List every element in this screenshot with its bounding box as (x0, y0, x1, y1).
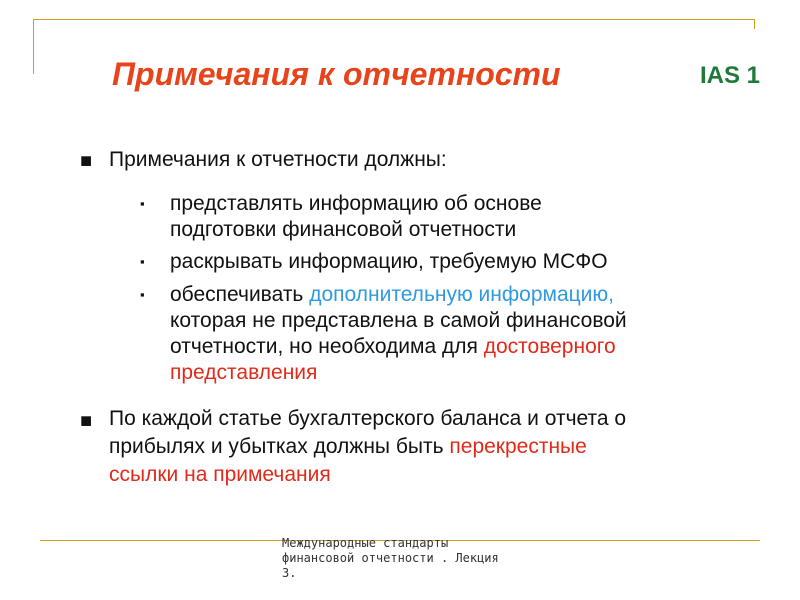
footer-line2: финансовой отчетности . Лекция (282, 551, 499, 565)
slide-title: Примечания к отчетности (112, 56, 561, 92)
sub1-line2: подготовки финансовой отчетности (170, 218, 517, 241)
sub-bullet-marker: ▪ (140, 196, 145, 211)
bullet2-line3: ссылки на примечания (109, 463, 331, 486)
bullet2-line2-highlight: перекрестные (449, 435, 587, 458)
sub-bullet-marker: ▪ (140, 287, 145, 302)
sub1-line1: представлять информацию об основе (170, 192, 542, 215)
bullet2-line2 (109, 433, 587, 461)
sub3-line1-highlight: дополнительную информацию, (309, 283, 614, 306)
footer-text (282, 536, 542, 581)
footer-line3: 3. (282, 566, 297, 580)
bullet1-text: Примечания к отчетности должны: (109, 148, 447, 171)
sub3-line3-part1: отчетности, но необходима для (170, 335, 484, 358)
sub3-line1-part1: обеспечивать (170, 283, 310, 306)
sub2-line1: раскрывать информацию, требуемую МСФО (170, 250, 608, 273)
sub3-line4: представления (170, 361, 318, 384)
standard-tag: IAS 1 (700, 62, 761, 89)
frame-left-line (33, 19, 34, 74)
sub3-line1 (170, 282, 614, 308)
sub3-line2: которая не представлена в самой финансовой (170, 309, 627, 332)
bullet-marker: ■ (80, 410, 93, 432)
frame-right-line (754, 19, 755, 29)
sub-bullet-marker: ▪ (140, 254, 145, 269)
bullet2-line1: По каждой статье бухгалтерского баланса и отчета о (109, 407, 627, 430)
bullet2-line2-part1: прибылях и убытках должны быть (109, 435, 450, 458)
sub3-line3-highlight: достоверного (483, 335, 616, 358)
footer-line1: Международные стандарты (282, 536, 449, 550)
frame-top-line (33, 19, 755, 20)
sub3-line3 (170, 334, 616, 360)
bullet-marker: ■ (80, 150, 93, 172)
